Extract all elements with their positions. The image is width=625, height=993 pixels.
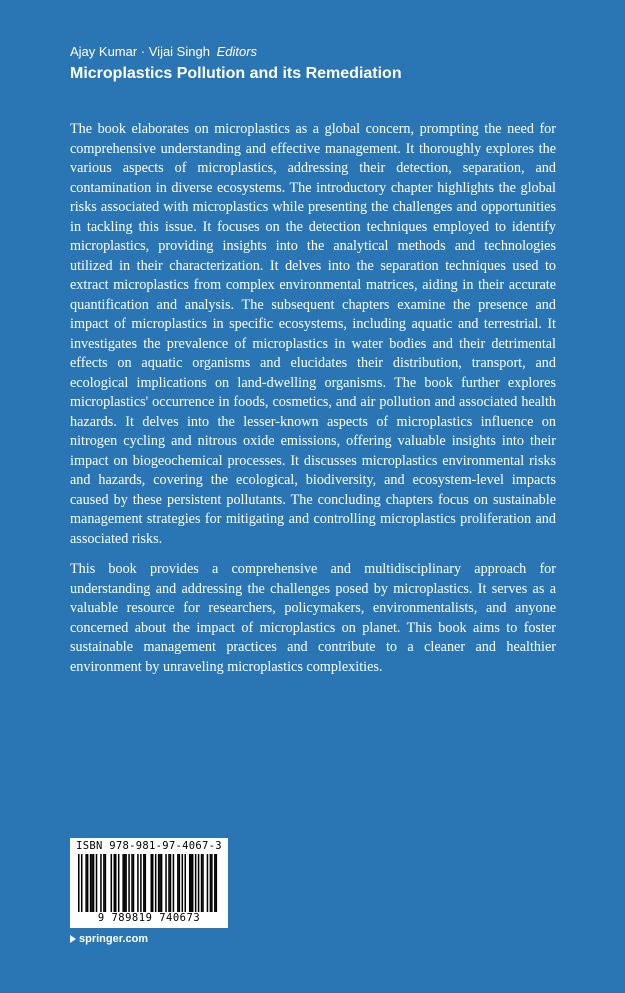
arrow-icon: [70, 935, 76, 943]
editors-names: Ajay Kumar · Vijai Singh: [70, 44, 210, 59]
blurb-paragraph-1: The book elaborates on microplastics as a global concern, prompting the need for comprehensive understanding and effective management. It thoroughly explores the various aspects of microplastics, addressing their detection, separation, and contamination in diverse ecosystems. The introductory chapter highlights the global risks associated with microplastics while presenting the challenges and opportunities in tackling this issue. It focuses on the detection techniques employed to identify microplastics, providing insights into the analytical methods and technologies utilized in their characterization. It delves into the separation techniques used to extract microplastics from complex environmental matrices, aiding in their accurate quantification and analysis. The subsequent chapters examine the presence and impact of microplastics in specific ecosystems, including aquatic and terrestrial. It investigates the prevalence of microplastics in water bodies and their detrimental effects on aquatic organisms and elucidates their distribution, transport, and ecological implications on land-dwelling organisms. The book further explores microplastics' occurrence in foods, cosmetics, and air pollution and associated health hazards. It delves into the lesser-known aspects of microplastics influence on nitrogen cycling and nitrous oxide emissions, offering valuable insights into their impact on biogeochemical processes. It discusses microplastics environmental risks and hazards, covering the ecological, biodiversity, and ecosystem-level impacts caused by these persistent pollutants. The concluding chapters focus on sustainable management strategies for mitigating and controlling microplastics proliferation and associated risks.: [70, 121, 556, 547]
blurb-paragraph-2: This book provides a comprehensive and multidisciplinary approach for understanding and addressing the challenges posed by microplastics. It serves as a valuable resource for researchers, policymakers, environmentalists, and anyone concerned about the impact of microplastics on planet. This book aims to foster sustainable management practices and contribute to a cleaner and healthier environment by unraveling microplastics complexities.: [70, 561, 556, 675]
book-title: Microplastics Pollution and its Remediation: [70, 65, 402, 82]
blurb-text: [70, 120, 556, 688]
barcode-digits: 9 789819 740673: [97, 912, 201, 924]
barcode-bars: [78, 854, 220, 912]
publisher-url: springer.com: [79, 933, 149, 945]
isbn-label: ISBN 978-981-97-4067-3: [76, 840, 222, 852]
barcode-box: [70, 838, 228, 928]
editors-role: Editors: [216, 44, 258, 59]
publisher-link[interactable]: [70, 932, 148, 946]
editors-line: [70, 44, 257, 60]
